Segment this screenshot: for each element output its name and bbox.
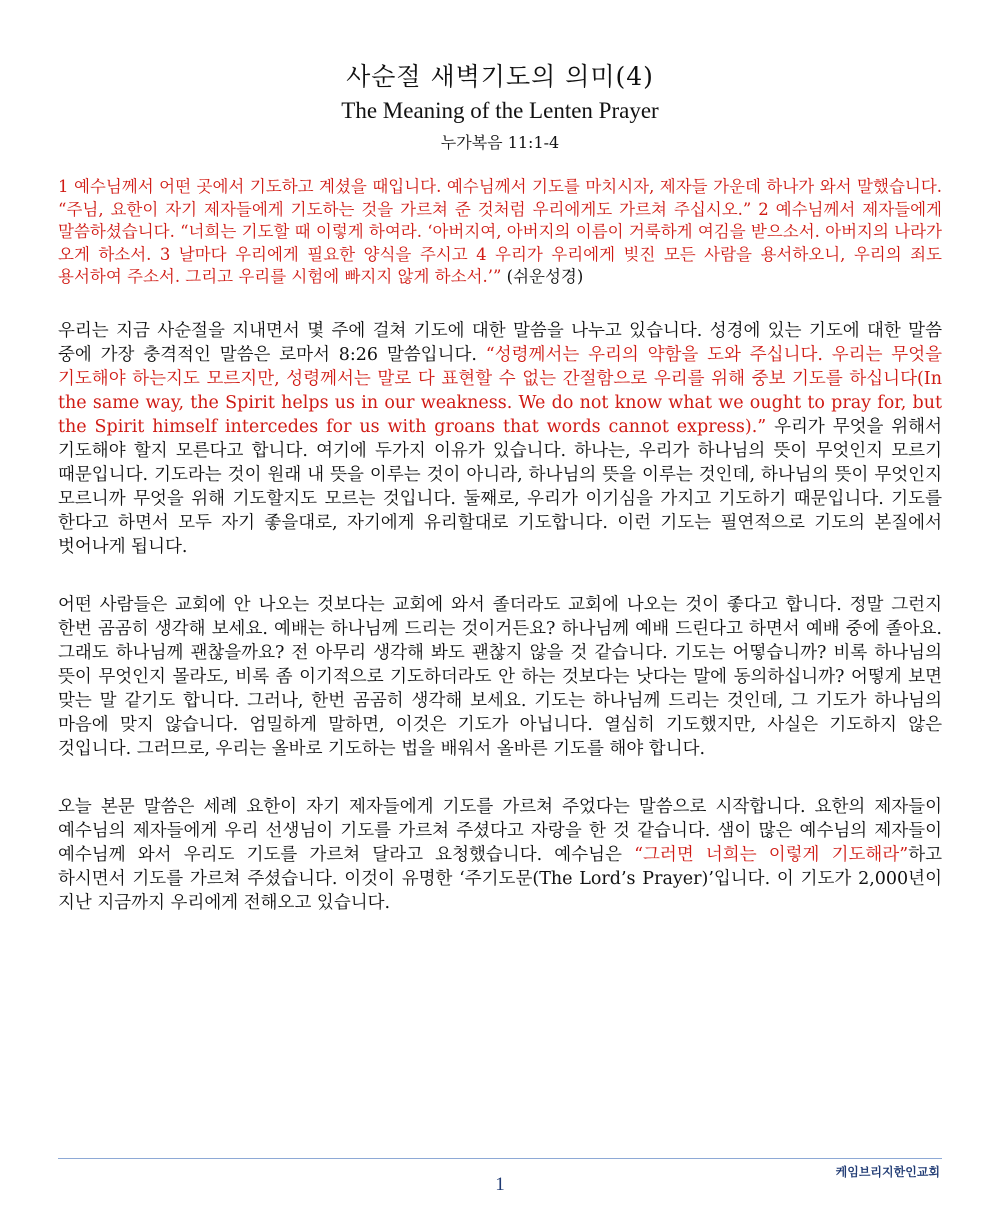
body-paragraph-1 (58, 319, 942, 559)
footer-divider (58, 1158, 942, 1159)
scripture-reference: 누가복음 11:1-4 (440, 133, 560, 152)
scripture-text: 1 예수님께서 어떤 곳에서 기도하고 계셨을 때입니다. 예수님께서 기도를 마치시자, 제자들 가운데 하나가 와서 말했습니다. “주님, 요한이 자기 제자들에게 기도하는 것을 가르쳐 준 것처럼 우리에게도 가르쳐 주십시오.” 2 예수님께서 제자들에게 말씀하셨습니다. “너희는 기도할 때 이렇게 하여라. ‘아버지여, 아버지의 이름이 거룩하게 여김을 받으소서. 아버지의 나라가 오게 하소서. 3 날마다 우리에게 필요한 양식을 주시고 4 우리가 우리에게 빚진 모든 사람을 용서하오니, 우리의 죄도 용서하여 주소서. 그리고 우리를 시험에 빠지지 않게 하소서.’” (58, 177, 942, 286)
page-subtitle-english: The Meaning of the Lenten Prayer (341, 98, 659, 123)
page-number: 1 (495, 1174, 505, 1195)
body-paragraph-3 (58, 795, 942, 915)
document-header (0, 60, 1000, 154)
bible-version-tag: (쉬운성경) (506, 267, 584, 286)
footer-church-name: 케임브리지한인교회 (835, 1165, 940, 1179)
body-paragraph-2 (58, 593, 942, 761)
document-body (58, 176, 942, 915)
paragraph-1-lead: 우리는 지금 사순절을 지내면서 몇 주에 걸쳐 기도에 대한 말씀을 나누고 있습니다. 성경에 있는 기도에 대한 말씀 중에 가장 충격적인 말씀은 로마서 8:26 말씀입니다. (58, 320, 942, 365)
scripture-passage (58, 176, 942, 289)
paragraph-2-text: 어떤 사람들은 교회에 안 나오는 것보다는 교회에 와서 졸더라도 교회에 나오는 것이 좋다고 합니다. 정말 그런지 한번 곰곰히 생각해 보세요. 예배는 하나님께 드리는 것이거든요? 하나님께 예배 드린다고 하면서 예배 중에 졸아요. 그래도 하나님께 괜찮을까요? 전 아무리 생각해 봐도 괜찮지 않을 것 같습니다. 기도는 어떻습니까? 비록 하나님의 뜻이 무엇인지 몰라도, 비록 좀 이기적으로 기도하더라도 안 하는 것보다는 낫다는 말에 동의하십니까? 어떻게 보면 맞는 말 같기도 합니다. 그러나, 한번 곰곰히 생각해 보세요. 기도는 하나님께 드리는 것인데, 그 기도가 하나님의 마음에 맞지 않습니다. 엄밀하게 말하면, 이것은 기도가 아닙니다. 열심히 기도했지만, 사실은 기도하지 않은 것입니다. 그러므로, 우리는 올바로 기도하는 법을 배워서 올바른 기도를 해야 합니다. (58, 594, 942, 759)
romans-quote: “성령께서는 우리의 약함을 도와 주십니다. 우리는 무엇을 기도해야 하는지도 모르지만, 성령께서는 말로 다 표현할 수 없는 간절함으로 우리를 위해 중보 기도를 하십니다(In the same way, the Spirit helps us in our weakness. We do not know what we ought to pray for, but the Spirit himself intercedes for us with groans that words cannot express).” (58, 344, 943, 437)
jesus-quote: “그러면 너희는 이렇게 기도해라” (634, 844, 909, 865)
paragraph-3-rest: 하고 하시면서 기도를 가르쳐 주셨습니다. 이것이 유명한 ‘주기도문(The Lord’s Prayer)’입니다. 이 기도가 2,000년이 지난 지금까지 우리에게 전해오고 있습니다. (58, 844, 942, 913)
paragraph-3-lead: 오늘 본문 말씀은 세례 요한이 자기 제자들에게 기도를 가르쳐 주었다는 말씀으로 시작합니다. 요한의 제자들이 예수님의 제자들에게 우리 선생님이 기도를 가르쳐 주셨다고 자랑을 한 것 같습니다. 샘이 많은 예수님의 제자들이 예수님께 와서 우리도 기도를 가르쳐 달라고 요청했습니다. 예수님은 (58, 796, 942, 865)
page-title: 사순절 새벽기도의 의미(4) (346, 62, 654, 91)
paragraph-1-rest: 우리가 무엇을 위해서 기도해야 할지 모른다고 합니다. 여기에 두가지 이유가 있습니다. 하나는, 우리가 하나님의 뜻이 무엇인지 모르기 때문입니다. 기도라는 것이 원래 내 뜻을 이루는 것이 아니라, 하나님의 뜻을 이루는 것인데, 하나님의 뜻이 무엇인지 모르니까 무엇을 위해 기도할지도 모르는 것입니다. 둘째로, 우리가 이기심을 가지고 기도하기 때문입니다. 기도를 한다고 하면서 모두 자기 좋을대로, 자기에게 유리할대로 기도합니다. 이런 기도는 필연적으로 기도의 본질에서 벗어나게 됩니다. (58, 416, 942, 557)
